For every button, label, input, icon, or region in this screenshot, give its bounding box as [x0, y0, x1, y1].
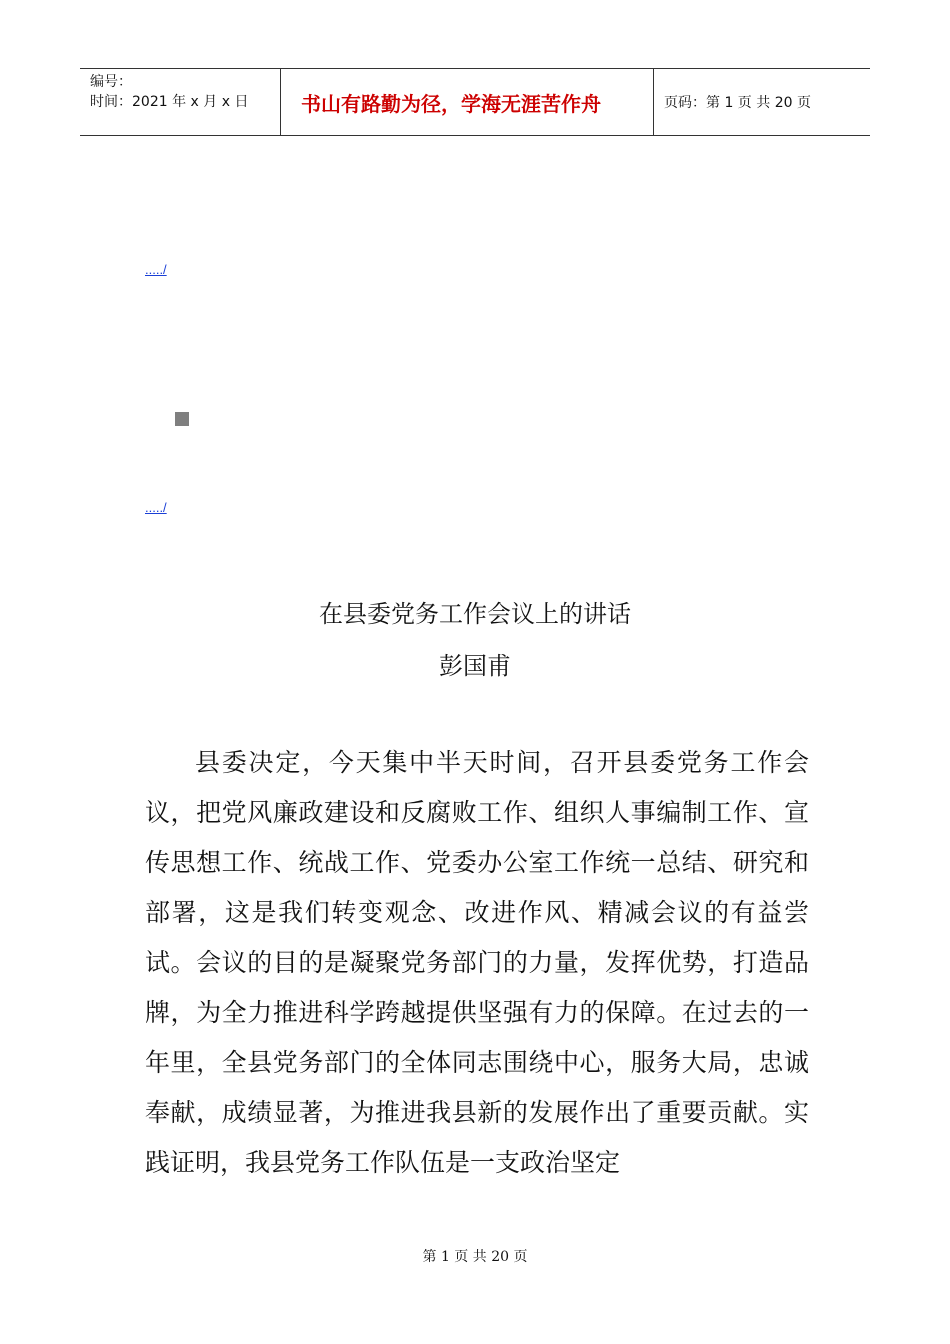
- header-page-code: 页码：第 1 页 共 20 页: [664, 95, 811, 111]
- header-motto-cell: [281, 69, 654, 135]
- document-title: 在县委党务工作会议上的讲话: [319, 600, 631, 628]
- bottom-link[interactable]: ...../: [145, 500, 167, 515]
- document-author: 彭国甫: [439, 652, 511, 680]
- header-page-cell: [654, 69, 870, 135]
- header-meta-cell: [80, 69, 281, 135]
- document-date-label: 时间：2021 年 x 月 x 日: [90, 94, 249, 110]
- document-number-label: 编号：: [90, 74, 132, 90]
- top-link[interactable]: ...../: [145, 262, 167, 277]
- broken-image-placeholder: [175, 412, 189, 426]
- document-header: [80, 68, 870, 136]
- body-paragraph: 县委决定，今天集中半天时间，召开县委党务工作会议，把党风廉政建设和反腐败工作、组织人事编制工作、宣传思想工作、统战工作、党委办公室工作统一总结、研究和部署，这是我们转变观念、改进作风、精减会议的有益尝试。会议的目的是凝聚党务部门的力量，发挥优势，打造品牌，为全力推进科学跨越提供坚强有力的保障。在过去的一年里，全县党务部门的全体同志围绕中心，服务大局，忠诚奉献，成绩显著，为推进我县新的发展作出了重要贡献。实践证明，我县党务工作队伍是一支政治坚定: [145, 748, 809, 1177]
- header-motto: 书山有路勤为径，学海无涯苦作舟: [301, 91, 601, 116]
- page-footer: 第 1 页 共 20 页: [422, 1249, 528, 1265]
